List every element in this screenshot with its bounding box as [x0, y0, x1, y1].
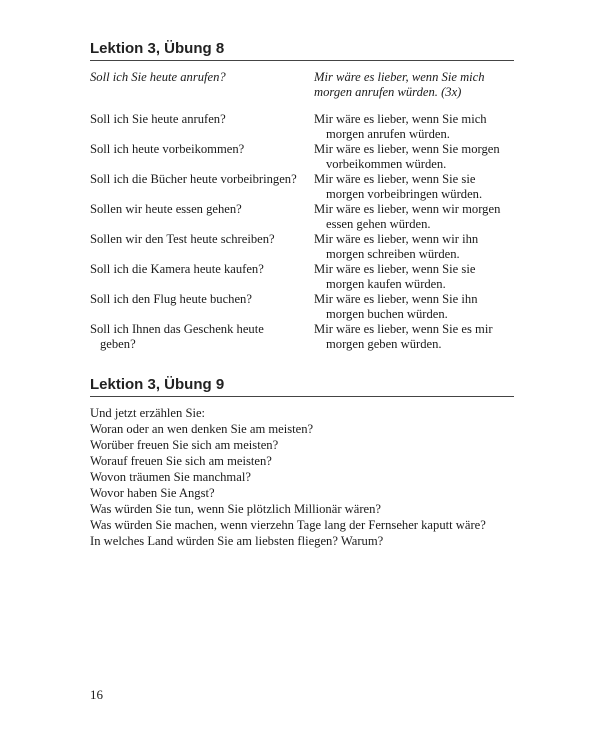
row-question: Sollen wir heute essen gehen?: [90, 202, 242, 216]
row-answer: Mir wäre es lieber, wenn Sie ihn: [314, 292, 478, 306]
question-line: Was würden Sie machen, wenn vierzehn Tage lang der Fernseher kaputt wäre?: [90, 518, 486, 532]
exercise-row: [90, 232, 514, 262]
example-answer-line1: Mir wäre es lieber, wenn Sie mich: [314, 70, 485, 84]
example-answer-line2: morgen anrufen würden. (3x): [314, 85, 462, 99]
section-title-uebung-9: Lektion 3, Übung 9: [90, 376, 514, 397]
exercise-row: [90, 322, 514, 352]
question-list: [90, 405, 514, 549]
row-answer: Mir wäre es lieber, wenn Sie mich: [314, 112, 487, 126]
page-number: 16: [90, 687, 103, 702]
row-answer: Mir wäre es lieber, wenn Sie es mir: [314, 322, 493, 336]
row-question: Soll ich den Flug heute buchen?: [90, 292, 252, 306]
row-question: Soll ich heute vorbeikommen?: [90, 142, 245, 156]
page-content: [90, 40, 514, 549]
example-answer: [314, 70, 514, 100]
row-answer-cont: morgen anrufen würden.: [326, 127, 450, 141]
row-answer-cont: morgen geben würden.: [326, 337, 442, 351]
question-line: Was würden Sie tun, wenn Sie plötzlich Millionär wären?: [90, 502, 382, 516]
question-line: Woran oder an wen denken Sie am meisten?: [90, 422, 314, 436]
question-line: Worüber freuen Sie sich am meisten?: [90, 438, 279, 452]
row-answer-cont: morgen vorbeibringen würden.: [326, 187, 483, 201]
question-line: Und jetzt erzählen Sie:: [90, 406, 206, 420]
exercise-list: [90, 112, 514, 352]
row-answer: Mir wäre es lieber, wenn Sie sie: [314, 262, 476, 276]
question-line: Wovon träumen Sie manchmal?: [90, 470, 251, 484]
exercise-row: [90, 202, 514, 232]
row-answer: Mir wäre es lieber, wenn Sie morgen: [314, 142, 500, 156]
exercise-row: [90, 112, 514, 142]
section-uebung-9: [90, 376, 514, 549]
row-question: Soll ich Sie heute anrufen?: [90, 112, 226, 126]
row-answer: Mir wäre es lieber, wenn wir ihn: [314, 232, 479, 246]
question-line: Wovor haben Sie Angst?: [90, 486, 215, 500]
row-question: Soll ich Ihnen das Geschenk heute: [90, 322, 264, 336]
exercise-row: [90, 292, 514, 322]
question-line: Worauf freuen Sie sich am meisten?: [90, 454, 272, 468]
row-question: Sollen wir den Test heute schreiben?: [90, 232, 275, 246]
exercise-row: [90, 262, 514, 292]
question-line: In welches Land würden Sie am liebsten fliegen? Warum?: [90, 534, 384, 548]
exercise-row: [90, 142, 514, 172]
row-answer: Mir wäre es lieber, wenn Sie sie: [314, 172, 476, 186]
row-question-cont: geben?: [100, 337, 136, 351]
row-answer: Mir wäre es lieber, wenn wir morgen: [314, 202, 501, 216]
exercise-row: [90, 172, 514, 202]
row-question: Soll ich die Bücher heute vorbeibringen?: [90, 172, 297, 186]
example-question: Soll ich Sie heute anrufen?: [90, 70, 226, 84]
row-answer-cont: essen gehen würden.: [326, 217, 431, 231]
row-answer-cont: morgen schreiben würden.: [326, 247, 460, 261]
section-title-uebung-8: Lektion 3, Übung 8: [90, 40, 514, 61]
row-answer-cont: morgen buchen würden.: [326, 307, 448, 321]
row-answer-cont: vorbeikommen würden.: [326, 157, 447, 171]
example-row: [90, 70, 514, 100]
row-question: Soll ich die Kamera heute kaufen?: [90, 262, 264, 276]
row-answer-cont: morgen kaufen würden.: [326, 277, 446, 291]
